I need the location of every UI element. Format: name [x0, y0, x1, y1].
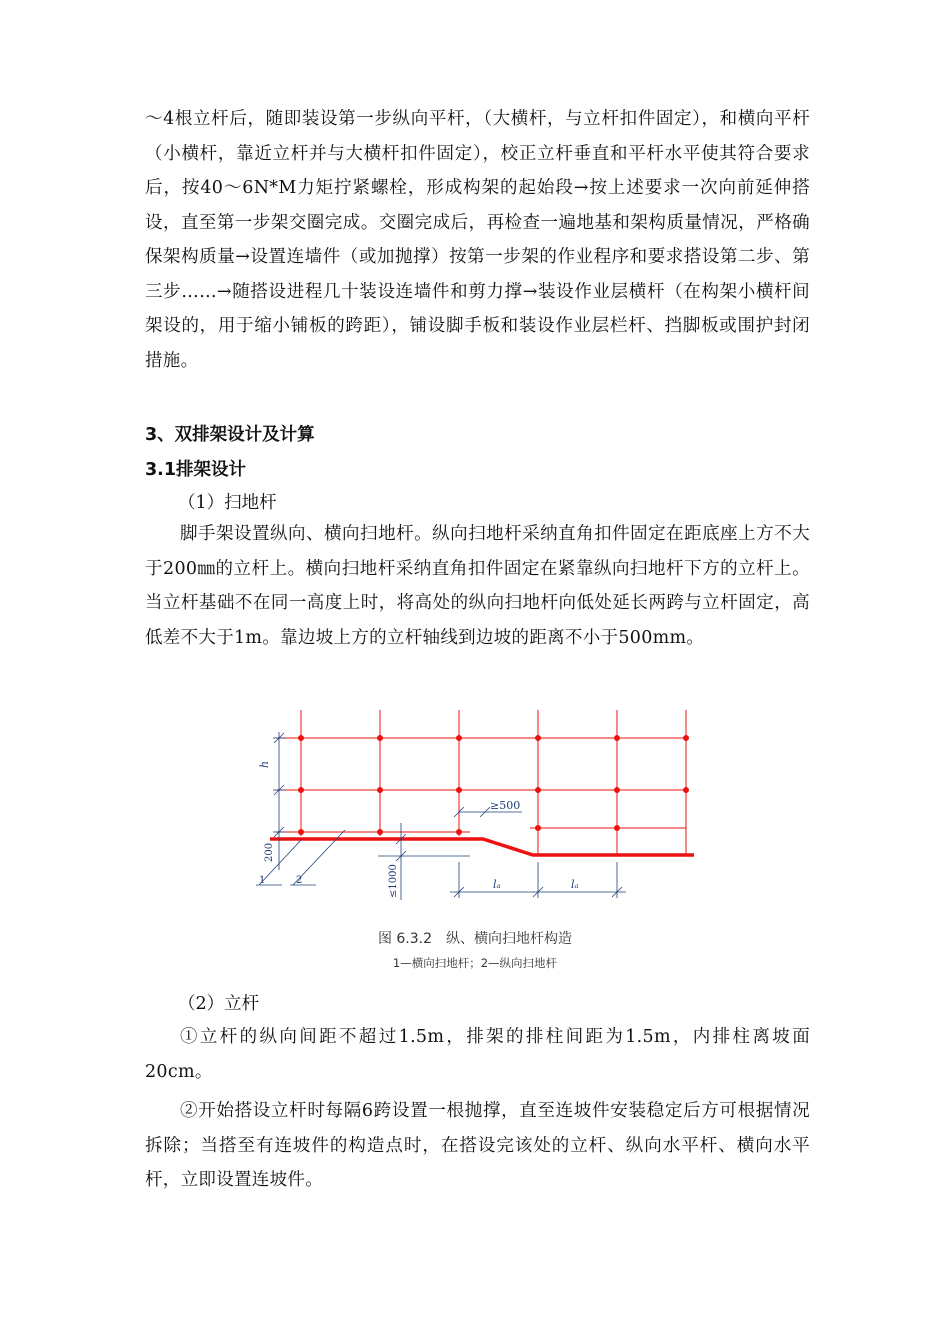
coupler [535, 787, 541, 793]
item1-paragraph: 脚手架设置纵向、横向扫地杆。纵向扫地杆采纳直角扣件固定在距底座上方不大于200㎜的立杆上。横向扫地杆采纳直角扣件固定在紧靠纵向扫地杆下方的立杆上。当立杆基础不在同一高度上时，将高处的纵向扫地杆向低处延长两跨与立杆固定，高低差不大于1m。靠边坡上方的立杆轴线到边坡的距离不小于500mm。 [145, 524, 810, 648]
ground-slope-line [270, 839, 694, 855]
coupler [683, 787, 689, 793]
coupler [456, 735, 462, 741]
coupler [298, 787, 304, 793]
coupler [298, 735, 304, 741]
item1-title: （1）扫地杆 [178, 493, 277, 513]
label-le1000: ≤1000 [388, 864, 399, 898]
vertical-poles [301, 710, 686, 856]
coupler [377, 829, 383, 835]
label-la-2: lₐ [571, 878, 579, 891]
coupler [456, 787, 462, 793]
item2-paragraph-2: ②开始搭设立杆时每隔6跨设置一根抛撑，直至连坡件安装稳定后方可根据情况拆除；当搭至有连坡件的构造点时，在搭设完该处的立杆、纵向水平杆、横向水平杆，立即设置连坡件。 [145, 1101, 810, 1190]
figure-caption-title: 图 6.3.2 纵、横向扫地杆构造 [377, 931, 573, 947]
label-la-1: lₐ [493, 878, 501, 891]
coupler [535, 825, 541, 831]
coupler [535, 735, 541, 741]
item2-paragraph-1: ①立杆的纵向间距不超过1.5m，排架的排柱间距为1.5m，内排柱离坡面20cm。 [145, 1027, 810, 1082]
scaffold-diagram [250, 705, 710, 910]
horizontal-ledgers [276, 738, 686, 832]
label-h: h [258, 760, 271, 768]
intro-paragraph: ～4根立杆后，随即装设第一步纵向平杆，（大横杆，与立杆扣件固定），和横向平杆（小横杆，靠近立杆并与大横杆扣件固定），校正立杆垂直和平杆水平使其符合要求后，按40～6N*M力矩拧紧螺栓，形成构架的起始段→按上述要求一次向前延伸搭设，直至第一步架交圈完成。交圈完成后，再检查一遍地基和架构质量情况，严格确保架构质量→设置连墙件（或加抛撑）按第一步架的作业程序和要求搭设第二步、第三步……→随搭设进程几十装设连墙件和剪力撑→装设作业层横杆（在构架小横杆间架设的，用于缩小铺板的跨距），铺设脚手板和装设作业层栏杆、挡脚板或围护封闭措施。 [145, 109, 810, 371]
coupler [614, 787, 620, 793]
label-ge500: ≥500 [490, 799, 521, 812]
dimension-lines [256, 732, 626, 900]
coupler [456, 829, 462, 835]
label-1: 1 [259, 875, 266, 886]
label-2: 2 [296, 875, 303, 886]
label-200: 200 [264, 842, 275, 862]
coupler-points [298, 735, 689, 835]
coupler [614, 735, 620, 741]
coupler [614, 825, 620, 831]
coupler [377, 787, 383, 793]
figure-caption-legend: 1—横向扫地杆；2—纵向扫地杆 [392, 956, 558, 970]
coupler [377, 735, 383, 741]
item2-title: （2）立杆 [178, 994, 260, 1014]
subsection-heading: 3.1排架设计 [145, 460, 247, 480]
coupler [298, 829, 304, 835]
section-heading: 3、双排架设计及计算 [145, 425, 315, 445]
coupler [683, 735, 689, 741]
